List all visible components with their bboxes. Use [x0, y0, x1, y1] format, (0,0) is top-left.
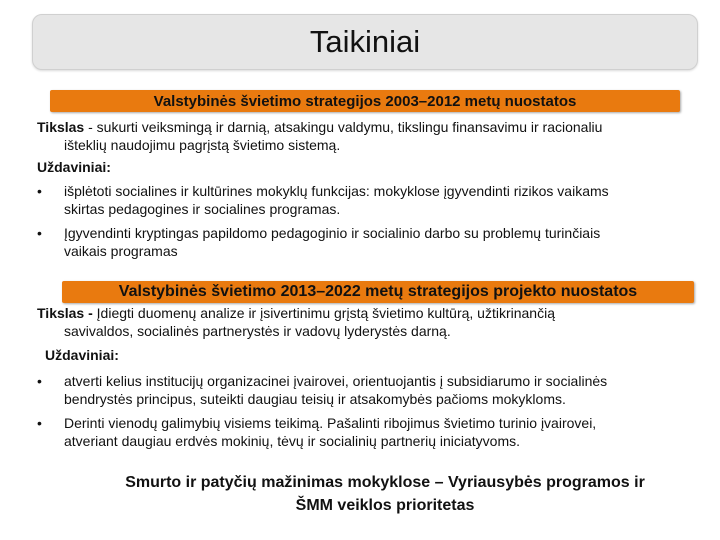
- section2-bullet-1-dot: •: [37, 373, 42, 389]
- footer-line2: ŠMM veiklos prioritetas: [295, 497, 475, 514]
- section2-bullet-1-line1: atverti kelius institucijų organizacinei įvairovei, orientuojantis į subsidiarumo ir socialinės: [64, 373, 608, 389]
- section1-bullet-1-line1: išplėtoti socialines ir kultūrines mokyklų funkcijas: mokyklose įgyvendinti rizikos vaikams: [64, 183, 609, 199]
- section1-bullet-1-line2: skirtas pedagogines ir socialines programas.: [64, 201, 341, 217]
- footer-line1: Smurto ir patyčių mažinimas mokyklose – Vyriausybės programos ir: [125, 474, 645, 491]
- section2-goal-line1: Įdiegti duomenų analize ir įsivertinimu grįstą švietimo kultūrą, užtikrinančią: [96, 305, 555, 321]
- section1-bullet-2-line2: vaikais programas: [64, 243, 178, 259]
- section1-tasks-label: [37, 158, 111, 176]
- section2-tasks-label-text: Uždaviniai:: [45, 347, 119, 363]
- section1-bullet-2-line1: Įgyvendinti kryptingas papildomo pedagoginio ir socialinio darbo su problemų turinčiais: [64, 225, 601, 241]
- section2-bullet-2-dot: •: [37, 415, 42, 431]
- title-box: [32, 14, 698, 70]
- section2-tasks-label: [45, 346, 119, 364]
- section1-goal-line1: - sukurti veiksmingą ir darnią, atsakingu valdymu, tikslingu finansavimu ir racionaliu: [84, 119, 603, 135]
- section1-bullet-2-dot: •: [37, 225, 42, 241]
- section1-banner: Valstybinės švietimo strategijos 2003–2012 metų nuostatos: [50, 90, 680, 112]
- section1-goal: [37, 118, 707, 136]
- section2-goal-line2: savivaldos, socialinės partnerystės ir vadovų lyderystės darną.: [64, 323, 451, 339]
- slide-title: Taikiniai: [309, 24, 421, 59]
- section2-bullet-1-line2: bendrystės principus, suteikti daugiau teisių ir atsakomybės pačioms mokykloms.: [64, 391, 566, 407]
- section2-bullet-2-line2: atveriant daugiau erdvės mokinių, tėvų ir socialinių partnerių iniciatyvoms.: [64, 433, 520, 449]
- section1-goal-line2: išteklių naudojimu pagrįstą švietimo sistemą.: [64, 137, 341, 153]
- section1-goal-label: Tikslas: [37, 119, 85, 135]
- section2-goal: [37, 304, 707, 322]
- section2-bullet-2-line1: Derinti vienodų galimybių visiems teikimą. Pašalinti ribojimus švietimo turinio įvairovei,: [64, 415, 597, 431]
- section2-banner: Valstybinės švietimo 2013–2022 metų strategijos projekto nuostatos: [62, 281, 694, 303]
- section1-bullet-1-dot: •: [37, 183, 42, 199]
- section2-goal-label: Tikslas -: [37, 305, 97, 321]
- section1-tasks-label-text: Uždaviniai:: [37, 159, 111, 175]
- footer-priority: [60, 471, 710, 517]
